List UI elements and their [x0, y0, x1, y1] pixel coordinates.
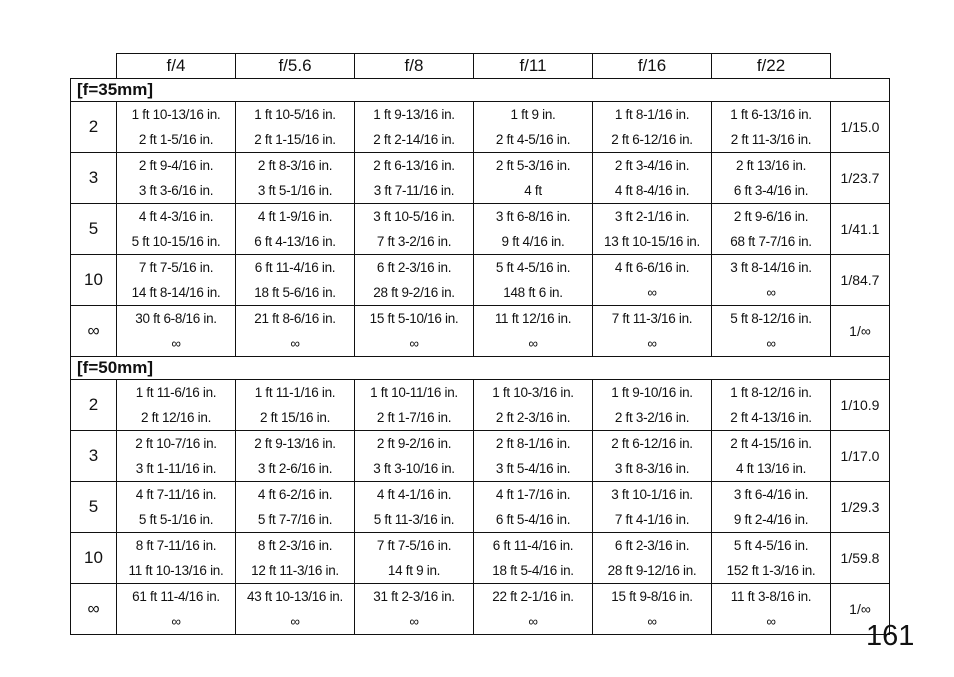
dof-range-cell: [117, 380, 236, 431]
near-limit: 30 ft 6-8/16 in.: [135, 311, 217, 326]
far-limit: 7 ft 4-1/16 in.: [614, 512, 690, 527]
magnification-ratio-cell: 1/84.7: [831, 255, 890, 306]
near-limit: 3 ft 8-14/16 in.: [730, 260, 812, 275]
dof-range-cell: [474, 584, 593, 635]
magnification-ratio-cell: 1/23.7: [831, 153, 890, 204]
depth-of-field-table: [70, 53, 890, 635]
distance-cell: 5: [71, 204, 117, 255]
near-limit: 4 ft 4-3/16 in.: [138, 209, 214, 224]
dof-range-cell: [117, 584, 236, 635]
distance-cell: 3: [71, 431, 117, 482]
table-row: [71, 204, 890, 255]
far-limit: 68 ft 7-7/16 in.: [730, 234, 812, 249]
near-limit: 1 ft 8-1/16 in.: [614, 107, 690, 122]
near-limit: 1 ft 8-12/16 in.: [730, 385, 812, 400]
dof-range-cell: [712, 533, 831, 584]
near-limit: 3 ft 2-1/16 in.: [614, 209, 690, 224]
near-limit: 1 ft 9-13/16 in.: [373, 107, 455, 122]
near-limit: 4 ft 1-9/16 in.: [257, 209, 333, 224]
table-row: [71, 431, 890, 482]
far-limit: 3 ft 5-4/16 in.: [495, 461, 571, 476]
distance-cell: 3: [71, 153, 117, 204]
dof-range-cell: [236, 482, 355, 533]
far-limit: 18 ft 5-6/16 in.: [254, 285, 336, 300]
near-limit: 2 ft 4-15/16 in.: [730, 436, 812, 451]
dof-range-cell: [712, 482, 831, 533]
table-row: [71, 153, 890, 204]
near-limit: 43 ft 10-13/16 in.: [247, 589, 343, 604]
dof-range-cell: [593, 431, 712, 482]
dof-range-cell: [593, 255, 712, 306]
far-limit: 2 ft 1-15/16 in.: [254, 132, 336, 147]
far-limit: 2 ft 15/16 in.: [259, 410, 331, 425]
far-limit: ∞: [528, 614, 538, 629]
magnification-ratio-cell: 1/10.9: [831, 380, 890, 431]
near-limit: 3 ft 10-5/16 in.: [373, 209, 455, 224]
dof-range-cell: [236, 153, 355, 204]
far-limit: 28 ft 9-12/16 in.: [607, 563, 697, 578]
far-limit: 2 ft 12/16 in.: [140, 410, 212, 425]
dof-range-cell: [712, 380, 831, 431]
near-limit: 2 ft 3-4/16 in.: [614, 158, 690, 173]
dof-range-cell: [236, 431, 355, 482]
near-limit: 6 ft 11-4/16 in.: [492, 538, 574, 553]
far-limit: 2 ft 2-14/16 in.: [373, 132, 455, 147]
near-limit: 15 ft 5-10/16 in.: [369, 311, 459, 326]
dof-range-cell: [355, 533, 474, 584]
far-limit: 2 ft 4-5/16 in.: [495, 132, 571, 147]
far-limit: ∞: [171, 336, 181, 351]
dof-range-cell: [593, 380, 712, 431]
distance-cell: 10: [71, 533, 117, 584]
dof-range-cell: [712, 204, 831, 255]
far-limit: 6 ft 4-13/16 in.: [254, 234, 336, 249]
far-limit: ∞: [290, 614, 300, 629]
near-limit: 1 ft 10-11/16 in.: [370, 385, 458, 400]
near-limit: 2 ft 13/16 in.: [735, 158, 807, 173]
far-limit: 4 ft 8-4/16 in.: [614, 183, 690, 198]
near-limit: 2 ft 6-13/16 in.: [373, 158, 455, 173]
near-limit: 61 ft 11-4/16 in.: [132, 589, 220, 604]
far-limit: 6 ft 3-4/16 in.: [733, 183, 809, 198]
near-limit: 7 ft 11-3/16 in.: [611, 311, 693, 326]
dof-range-cell: [593, 306, 712, 357]
near-limit: 6 ft 2-3/16 in.: [376, 260, 452, 275]
dof-range-cell: [236, 306, 355, 357]
dof-range-cell: [355, 482, 474, 533]
dof-range-cell: [355, 584, 474, 635]
far-limit: ∞: [647, 614, 657, 629]
table-row: [71, 380, 890, 431]
dof-range-cell: [474, 431, 593, 482]
near-limit: 1 ft 11-6/16 in.: [135, 385, 217, 400]
near-limit: 8 ft 7-11/16 in.: [135, 538, 217, 553]
near-limit: 11 ft 3-8/16 in.: [730, 589, 812, 604]
near-limit: 1 ft 10-13/16 in.: [131, 107, 221, 122]
near-limit: 2 ft 9-4/16 in.: [138, 158, 214, 173]
far-limit: ∞: [647, 285, 657, 300]
near-limit: 2 ft 10-7/16 in.: [135, 436, 217, 451]
dof-range-cell: [236, 255, 355, 306]
near-limit: 15 ft 9-8/16 in.: [611, 589, 693, 604]
far-limit: 152 ft 1-3/16 in.: [726, 563, 816, 578]
near-limit: 2 ft 9-13/16 in.: [254, 436, 336, 451]
magnification-ratio-cell: 1/29.3: [831, 482, 890, 533]
far-limit: 2 ft 1-5/16 in.: [138, 132, 214, 147]
dof-range-cell: [117, 255, 236, 306]
far-limit: 11 ft 10-13/16 in.: [128, 563, 224, 578]
dof-range-cell: [474, 153, 593, 204]
far-limit: 13 ft 10-15/16 in.: [604, 234, 700, 249]
near-limit: 2 ft 9-2/16 in.: [376, 436, 452, 451]
far-limit: 2 ft 2-3/16 in.: [495, 410, 571, 425]
far-limit: 2 ft 6-12/16 in.: [611, 132, 693, 147]
far-limit: 18 ft 5-4/16 in.: [492, 563, 574, 578]
magnification-ratio-cell: 1/∞: [831, 306, 890, 357]
far-limit: 5 ft 11-3/16 in.: [373, 512, 455, 527]
far-limit: 3 ft 1-11/16 in.: [135, 461, 217, 476]
dof-range-cell: [712, 153, 831, 204]
dof-range-cell: [712, 431, 831, 482]
aperture-header-row: [71, 54, 890, 79]
magnification-ratio-cell: 1/59.8: [831, 533, 890, 584]
dof-range-cell: [355, 102, 474, 153]
near-limit: 2 ft 8-3/16 in.: [257, 158, 333, 173]
far-limit: 3 ft 3-10/16 in.: [373, 461, 455, 476]
far-limit: ∞: [647, 336, 657, 351]
near-limit: 2 ft 5-3/16 in.: [495, 158, 571, 173]
near-limit: 7 ft 7-5/16 in.: [376, 538, 452, 553]
distance-cell: ∞: [71, 306, 117, 357]
table-row: [71, 482, 890, 533]
far-limit: 14 ft 8-14/16 in.: [131, 285, 221, 300]
dof-range-cell: [117, 102, 236, 153]
far-limit: 3 ft 3-6/16 in.: [138, 183, 214, 198]
far-limit: 2 ft 11-3/16 in.: [730, 132, 812, 147]
near-limit: 1 ft 11-1/16 in.: [254, 385, 336, 400]
far-limit: ∞: [290, 336, 300, 351]
near-limit: 6 ft 11-4/16 in.: [254, 260, 336, 275]
near-limit: 3 ft 10-1/16 in.: [611, 487, 693, 502]
near-limit: 7 ft 7-5/16 in.: [138, 260, 214, 275]
near-limit: 1 ft 9-10/16 in.: [611, 385, 693, 400]
far-limit: ∞: [766, 285, 776, 300]
magnification-ratio-cell: 1/17.0: [831, 431, 890, 482]
far-limit: 3 ft 7-11/16 in.: [373, 183, 455, 198]
dof-range-cell: [117, 533, 236, 584]
ratio-header-blank-cell: [831, 54, 890, 79]
table-body: [71, 54, 890, 635]
near-limit: 5 ft 4-5/16 in.: [495, 260, 571, 275]
table-row: [71, 306, 890, 357]
page-number: 161: [866, 620, 915, 652]
magnification-ratio-cell: 1/41.1: [831, 204, 890, 255]
magnification-ratio-cell: 1/∞: [831, 584, 890, 635]
far-limit: 12 ft 11-3/16 in.: [251, 563, 339, 578]
distance-cell: 2: [71, 102, 117, 153]
far-limit: 6 ft 5-4/16 in.: [495, 512, 571, 527]
table-row: [71, 584, 890, 635]
dof-range-cell: [593, 533, 712, 584]
dof-range-cell: [712, 306, 831, 357]
near-limit: 5 ft 8-12/16 in.: [730, 311, 812, 326]
dof-range-cell: [474, 255, 593, 306]
far-limit: 3 ft 5-1/16 in.: [257, 183, 333, 198]
near-limit: 2 ft 8-1/16 in.: [495, 436, 571, 451]
dof-range-cell: [474, 204, 593, 255]
near-limit: 4 ft 1-7/16 in.: [495, 487, 571, 502]
near-limit: 4 ft 6-6/16 in.: [614, 260, 690, 275]
far-limit: ∞: [409, 336, 419, 351]
dof-range-cell: [236, 204, 355, 255]
far-limit: 7 ft 3-2/16 in.: [376, 234, 452, 249]
near-limit: 1 ft 10-3/16 in.: [492, 385, 574, 400]
section-header-row: [71, 79, 890, 102]
far-limit: 4 ft 13/16 in.: [735, 461, 807, 476]
far-limit: 28 ft 9-2/16 in.: [373, 285, 455, 300]
dof-range-cell: [712, 255, 831, 306]
near-limit: 1 ft 10-5/16 in.: [254, 107, 336, 122]
dof-range-cell: [593, 153, 712, 204]
near-limit: 3 ft 6-4/16 in.: [733, 487, 809, 502]
dof-range-cell: [474, 533, 593, 584]
table-row: [71, 255, 890, 306]
near-limit: 11 ft 12/16 in.: [494, 311, 572, 326]
distance-cell: 5: [71, 482, 117, 533]
near-limit: 21 ft 8-6/16 in.: [254, 311, 336, 326]
dof-range-cell: [474, 380, 593, 431]
far-limit: 2 ft 4-13/16 in.: [730, 410, 812, 425]
dof-range-cell: [236, 533, 355, 584]
far-limit: 4 ft: [524, 183, 542, 198]
section-header-row: [71, 357, 890, 380]
dof-range-cell: [593, 482, 712, 533]
corner-blank-cell: [71, 54, 117, 79]
far-limit: 148 ft 6 in.: [503, 285, 563, 300]
dof-range-cell: [355, 153, 474, 204]
far-limit: ∞: [171, 614, 181, 629]
near-limit: 2 ft 6-12/16 in.: [611, 436, 693, 451]
table-row: [71, 533, 890, 584]
dof-range-cell: [593, 102, 712, 153]
dof-range-cell: [236, 584, 355, 635]
dof-range-cell: [593, 584, 712, 635]
dof-range-cell: [117, 482, 236, 533]
near-limit: 1 ft 9 in.: [510, 107, 556, 122]
far-limit: 9 ft 4/16 in.: [501, 234, 565, 249]
dof-range-cell: [355, 255, 474, 306]
far-limit: 14 ft 9 in.: [387, 563, 441, 578]
aperture-header: f/8: [355, 54, 474, 79]
far-limit: 2 ft 3-2/16 in.: [614, 410, 690, 425]
far-limit: ∞: [409, 614, 419, 629]
near-limit: 4 ft 4-1/16 in.: [376, 487, 452, 502]
far-limit: ∞: [766, 336, 776, 351]
dof-range-cell: [474, 102, 593, 153]
dof-range-cell: [355, 204, 474, 255]
dof-range-cell: [236, 380, 355, 431]
table-row: [71, 102, 890, 153]
far-limit: ∞: [766, 614, 776, 629]
aperture-header: f/16: [593, 54, 712, 79]
dof-range-cell: [355, 431, 474, 482]
dof-range-cell: [712, 584, 831, 635]
near-limit: 22 ft 2-1/16 in.: [492, 589, 574, 604]
near-limit: 8 ft 2-3/16 in.: [257, 538, 333, 553]
near-limit: 4 ft 7-11/16 in.: [135, 487, 217, 502]
distance-cell: ∞: [71, 584, 117, 635]
dof-range-cell: [712, 102, 831, 153]
distance-cell: 10: [71, 255, 117, 306]
far-limit: 9 ft 2-4/16 in.: [733, 512, 809, 527]
near-limit: 1 ft 6-13/16 in.: [730, 107, 812, 122]
near-limit: 2 ft 9-6/16 in.: [733, 209, 809, 224]
aperture-header: f/11: [474, 54, 593, 79]
magnification-ratio-cell: 1/15.0: [831, 102, 890, 153]
dof-range-cell: [117, 431, 236, 482]
far-limit: 2 ft 1-7/16 in.: [376, 410, 452, 425]
dof-range-cell: [236, 102, 355, 153]
dof-range-cell: [474, 482, 593, 533]
dof-range-cell: [355, 306, 474, 357]
far-limit: 5 ft 5-1/16 in.: [138, 512, 214, 527]
aperture-header: f/22: [712, 54, 831, 79]
section-title: [f=35mm]: [71, 79, 890, 102]
dof-range-cell: [117, 306, 236, 357]
far-limit: ∞: [528, 336, 538, 351]
near-limit: 5 ft 4-5/16 in.: [733, 538, 809, 553]
far-limit: 3 ft 2-6/16 in.: [257, 461, 333, 476]
near-limit: 4 ft 6-2/16 in.: [257, 487, 333, 502]
section-title: [f=50mm]: [71, 357, 890, 380]
dof-range-cell: [355, 380, 474, 431]
dof-range-cell: [593, 204, 712, 255]
dof-range-cell: [117, 153, 236, 204]
distance-cell: 2: [71, 380, 117, 431]
near-limit: 6 ft 2-3/16 in.: [614, 538, 690, 553]
near-limit: 3 ft 6-8/16 in.: [495, 209, 571, 224]
far-limit: 5 ft 10-15/16 in.: [131, 234, 221, 249]
far-limit: 5 ft 7-7/16 in.: [257, 512, 333, 527]
far-limit: 3 ft 8-3/16 in.: [614, 461, 690, 476]
aperture-header: f/4: [117, 54, 236, 79]
dof-range-cell: [474, 306, 593, 357]
dof-range-cell: [117, 204, 236, 255]
aperture-header: f/5.6: [236, 54, 355, 79]
near-limit: 31 ft 2-3/16 in.: [373, 589, 455, 604]
